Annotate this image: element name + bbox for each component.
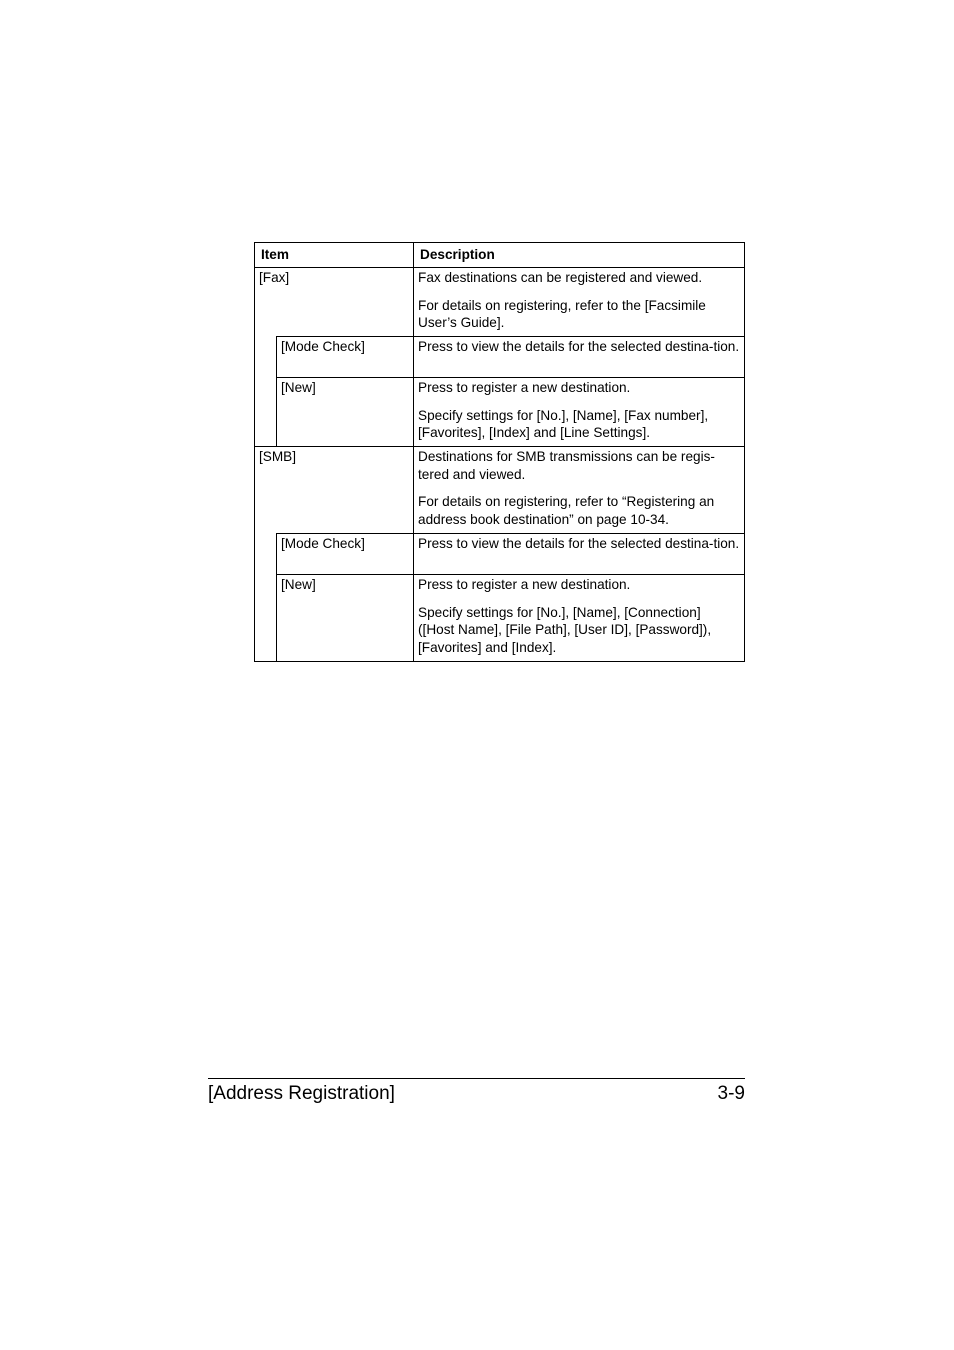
- item-fax-new-label: [New]: [281, 380, 316, 395]
- desc-fax-mode-check: [414, 337, 745, 378]
- desc-smb-p1: Destinations for SMB transmissions can be regis-tered and viewed.: [418, 449, 715, 482]
- desc-fax-new-p2: Specify settings for [No.], [Name], [Fax number], [Favorites], [Index] and [Line Settings].: [418, 407, 709, 440]
- item-fax: [255, 268, 414, 337]
- desc-smb-new-p2: Specify settings for [No.], [Name], [Connection] ([Host Name], [File Path], [User ID], [Password]), [Favorites] and [Index].: [418, 604, 712, 655]
- header-description: Description: [414, 243, 745, 268]
- item-smb-mode-check: [277, 534, 414, 575]
- table-row: [255, 575, 745, 662]
- desc-smb-new: [414, 575, 745, 662]
- desc-smb-new-p1: Press to register a new destination.: [418, 577, 631, 592]
- desc-fax: [414, 268, 745, 337]
- item-fax-mode-check: [277, 337, 414, 378]
- desc-fax-p1: Fax destinations can be registered and viewed.: [418, 270, 703, 285]
- desc-fax-new-p1: Press to register a new destination.: [418, 380, 631, 395]
- desc-smb-p2: For details on registering, refer to “Registering an address book destination” on page 10-34.: [418, 494, 715, 527]
- item-fax-new: [277, 378, 414, 447]
- item-fax-mode-check-label: [Mode Check]: [281, 339, 365, 354]
- desc-smb-mode-check-p1: Press to view the details for the selected destina-tion.: [418, 536, 740, 551]
- table-row: [255, 447, 745, 534]
- item-fax-label: [Fax]: [259, 270, 290, 285]
- settings-table: [254, 242, 745, 662]
- item-smb: [255, 447, 414, 534]
- desc-smb: [414, 447, 745, 534]
- item-smb-new: [277, 575, 414, 662]
- indent-spacer: [255, 575, 277, 662]
- table-row: [255, 337, 745, 378]
- footer-page-number: 3-9: [717, 1083, 745, 1104]
- desc-smb-mode-check: [414, 534, 745, 575]
- indent-spacer: [255, 337, 277, 378]
- table-header-row: [255, 243, 745, 268]
- item-smb-mode-check-label: [Mode Check]: [281, 536, 365, 551]
- item-smb-label: [SMB]: [259, 449, 297, 464]
- desc-fax-new: [414, 378, 745, 447]
- footer-divider: [208, 1078, 745, 1079]
- indent-spacer: [255, 534, 277, 575]
- table-row: [255, 534, 745, 575]
- header-item: Item: [255, 243, 414, 268]
- footer-section-title: [Address Registration]: [208, 1083, 395, 1104]
- desc-fax-mode-check-p1: Press to view the details for the selected destina-tion.: [418, 339, 740, 354]
- table-row: [255, 268, 745, 337]
- item-smb-new-label: [New]: [281, 577, 316, 592]
- table-row: [255, 378, 745, 447]
- indent-spacer: [255, 378, 277, 447]
- desc-fax-p2: For details on registering, refer to the [Facsimile User’s Guide].: [418, 297, 706, 330]
